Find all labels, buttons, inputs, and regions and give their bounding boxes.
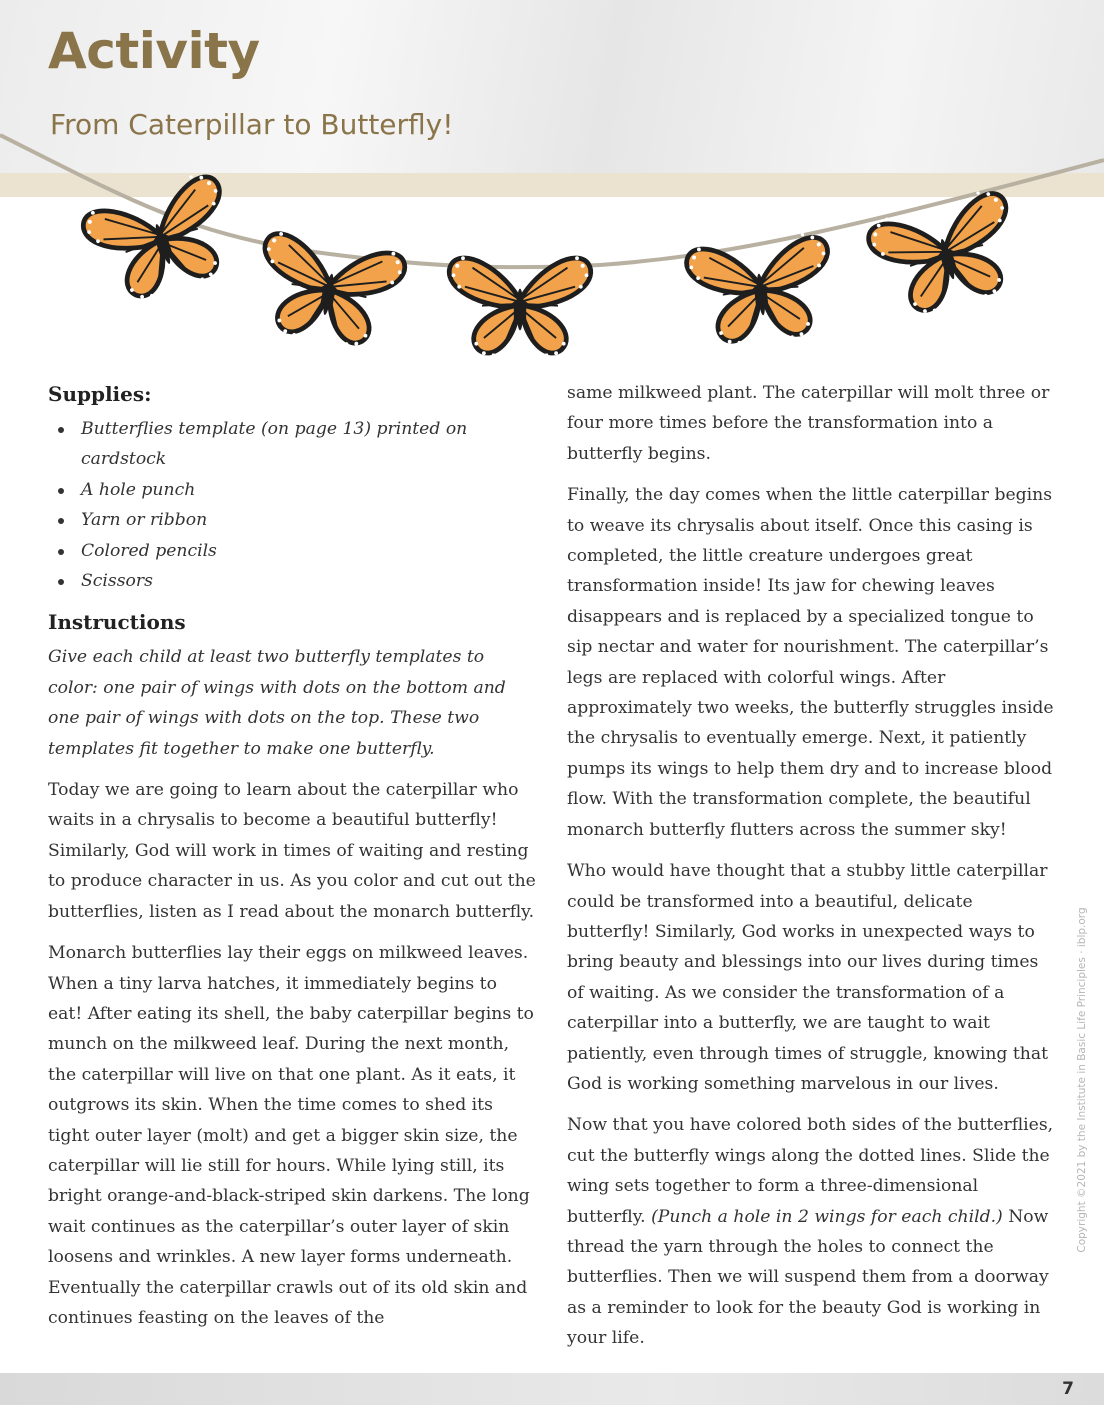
paragraph-molt: same milkweed plant. The caterpillar will molt three or four more times before the transformation into a butterfly begins. xyxy=(567,383,1050,464)
supply-item: Butterflies template (on page 13) printed on cardstock xyxy=(48,414,536,475)
craft-steps-text: Now that you have colored both sides of the butterflies, cut the butterfly wings along the dotted lines. Slide the wing sets together to form a three-dimensional butterfly. xyxy=(567,1115,1054,1227)
right-column xyxy=(567,378,1057,1365)
instructions-heading: Instructions xyxy=(48,610,186,635)
supply-item: Scissors xyxy=(48,566,536,596)
paragraph-reflection: Who would have thought that a stubby little caterpillar could be transformed into a beautiful, delicate butterfly! Similarly, God works in unexpected ways to bring beauty and blessings into our lives during times of waiting. As we consider the transformation of a caterpillar into a butterfly, we are taught to wait patiently, even through times of struggle, knowing that God is working something marvelous in our lives. xyxy=(567,861,1049,1094)
supply-item: A hole punch xyxy=(48,475,536,505)
page-subtitle: From Caterpillar to Butterfly! xyxy=(50,108,454,141)
copyright-notice: Copyright ©2021 by the Institute in Basic Life Principles · iblp.org xyxy=(1076,907,1088,1253)
page-number: 7 xyxy=(1062,1379,1074,1399)
supplies-heading: Supplies: xyxy=(48,382,152,406)
craft-steps-note: (Punch a hole in 2 wings for each child.) xyxy=(651,1206,1003,1227)
left-column xyxy=(48,378,536,1344)
butterfly-garland-illustration xyxy=(0,115,1104,385)
footer-bar xyxy=(0,1373,1104,1405)
supply-item: Yarn or ribbon xyxy=(48,505,536,535)
craft-steps-text-end: Now thread the yarn through the holes to connect the butterflies. Then we will suspend them from a doorway as a reminder to look for the beauty God is working in your life. xyxy=(567,1206,1049,1349)
instructions-intro: Give each child at least two butterfly templates to color: one pair of wings with dots on the bottom and one pair of wings with dots on the top. These two templates fit together to make one butterfly. xyxy=(48,647,506,759)
paragraph-craft-steps xyxy=(567,1110,1057,1353)
supplies-list xyxy=(48,414,536,596)
supply-item: Colored pencils xyxy=(48,536,536,566)
paragraph-monarch: Monarch butterflies lay their eggs on milkweed leaves. When a tiny larva hatches, it immediately begins to eat! After eating its shell, the baby caterpillar begins to munch on the milkweed leaf. During the next month, the caterpillar will live on that one plant. As it eats, it outgrows its skin. When the time comes to shed its tight outer layer (molt) and get a bigger skin size, the caterpillar will lie still for hours. While lying still, its bright orange-and-black-striped skin darkens. The long wait continues as the caterpillar’s outer layer of skin loosens and wrinkles. A new layer forms underneath. Eventually the caterpillar crawls out of its old skin and continues feasting on the leaves of the xyxy=(48,943,534,1328)
paragraph-today: Today we are going to learn about the caterpillar who waits in a chrysalis to become a beautiful butterfly! Similarly, God will work in times of waiting and resting to produce character in us. As you color and cut out the butterflies, listen as I read about the monarch butterfly. xyxy=(48,780,536,922)
page-title: Activity xyxy=(48,22,260,80)
paragraph-chrysalis: Finally, the day comes when the little caterpillar begins to weave its chrysalis about itself. Once this casing is completed, the little creature undergoes great transformation inside! Its jaw for chewing leaves disappears and is replaced by a specialized tongue to sip nectar and water for nourishment. The caterpillar’s legs are replaced with colorful wings. After approximately two weeks, the butterfly struggles inside the chrysalis to eventually emerge. Next, it patiently pumps its wings to help them dry and to increase blood flow. With the transformation complete, the beautiful monarch butterfly flutters across the summer sky! xyxy=(567,485,1054,840)
